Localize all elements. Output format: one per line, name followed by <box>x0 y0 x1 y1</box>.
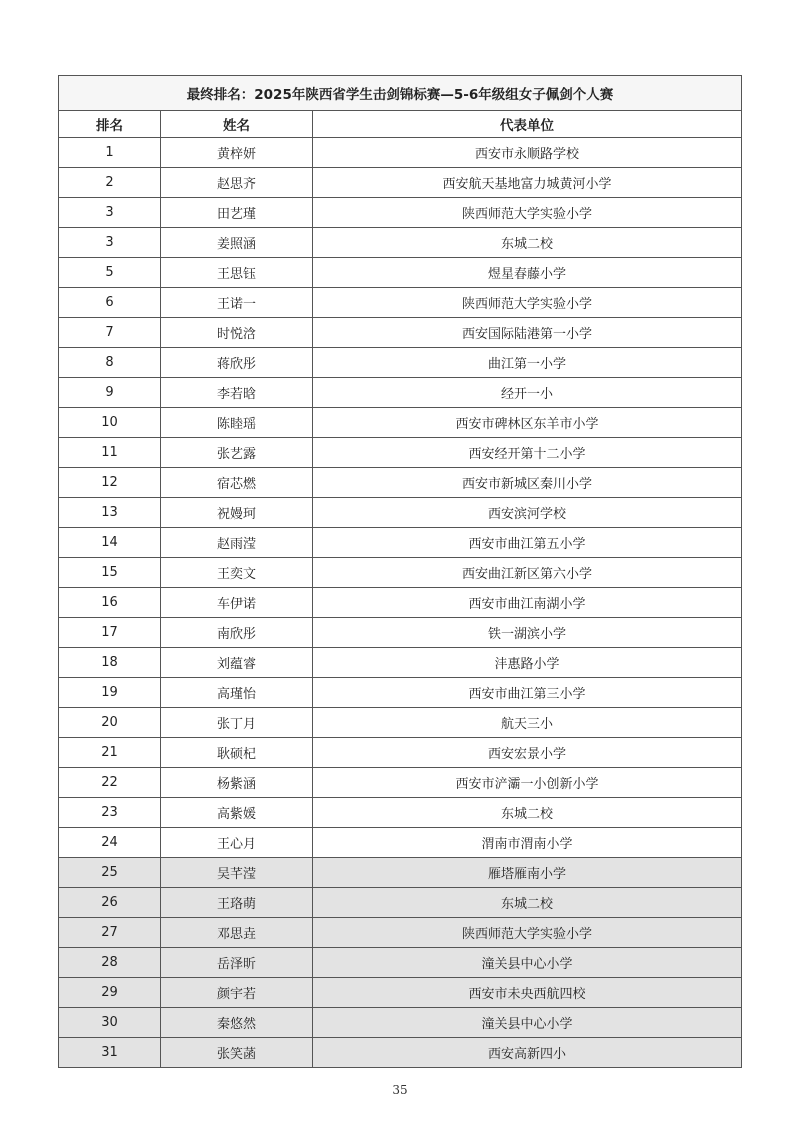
unit-cell: 陕西师范大学实验小学 <box>313 288 742 318</box>
name-cell: 宿芯燃 <box>161 468 313 498</box>
table-row <box>59 468 742 498</box>
rank-cell: 23 <box>59 798 161 828</box>
table-row <box>59 588 742 618</box>
rank-cell: 5 <box>59 258 161 288</box>
table-row <box>59 918 742 948</box>
table-row <box>59 708 742 738</box>
unit-cell: 东城二校 <box>313 228 742 258</box>
rank-cell: 17 <box>59 618 161 648</box>
name-cell: 高紫媛 <box>161 798 313 828</box>
name-cell: 王奕文 <box>161 558 313 588</box>
ranking-table <box>58 75 742 1068</box>
table-row <box>59 528 742 558</box>
rank-cell: 1 <box>59 138 161 168</box>
unit-column-header: 代表单位 <box>313 111 742 138</box>
name-cell: 田艺瑾 <box>161 198 313 228</box>
rank-cell: 20 <box>59 708 161 738</box>
table-row <box>59 318 742 348</box>
unit-cell: 曲江第一小学 <box>313 348 742 378</box>
name-cell: 车伊诺 <box>161 588 313 618</box>
rank-cell: 2 <box>59 168 161 198</box>
name-cell: 陈睦瑶 <box>161 408 313 438</box>
table-row <box>59 378 742 408</box>
name-cell: 姜照涵 <box>161 228 313 258</box>
unit-cell: 西安市浐灞一小创新小学 <box>313 768 742 798</box>
rank-cell: 18 <box>59 648 161 678</box>
table-row <box>59 828 742 858</box>
rank-cell: 27 <box>59 918 161 948</box>
unit-cell: 东城二校 <box>313 798 742 828</box>
unit-cell: 西安滨河学校 <box>313 498 742 528</box>
unit-cell: 航天三小 <box>313 708 742 738</box>
unit-cell: 潼关县中心小学 <box>313 948 742 978</box>
rank-cell: 26 <box>59 888 161 918</box>
name-cell: 岳泽昕 <box>161 948 313 978</box>
unit-cell: 西安市曲江南湖小学 <box>313 588 742 618</box>
unit-cell: 经开一小 <box>313 378 742 408</box>
table-row <box>59 288 742 318</box>
rank-cell: 6 <box>59 288 161 318</box>
rank-cell: 14 <box>59 528 161 558</box>
unit-cell: 煜星春藤小学 <box>313 258 742 288</box>
unit-cell: 西安高新四小 <box>313 1038 742 1068</box>
rank-cell: 30 <box>59 1008 161 1038</box>
name-cell: 高瑾怡 <box>161 678 313 708</box>
rank-cell: 15 <box>59 558 161 588</box>
rank-cell: 22 <box>59 768 161 798</box>
rank-cell: 13 <box>59 498 161 528</box>
rank-cell: 29 <box>59 978 161 1008</box>
header-row <box>59 111 742 138</box>
unit-cell: 渭南市渭南小学 <box>313 828 742 858</box>
table-row <box>59 498 742 528</box>
table-row <box>59 558 742 588</box>
table-body <box>59 138 742 1068</box>
unit-cell: 西安宏景小学 <box>313 738 742 768</box>
rank-cell: 19 <box>59 678 161 708</box>
rank-cell: 11 <box>59 438 161 468</box>
table-row <box>59 738 742 768</box>
name-column-header: 姓名 <box>161 111 313 138</box>
table-row <box>59 258 742 288</box>
name-cell: 王思钰 <box>161 258 313 288</box>
rank-column-header: 排名 <box>59 111 161 138</box>
unit-cell: 东城二校 <box>313 888 742 918</box>
table-row <box>59 228 742 258</box>
name-cell: 祝嫚珂 <box>161 498 313 528</box>
name-cell: 吴芊滢 <box>161 858 313 888</box>
unit-cell: 西安经开第十二小学 <box>313 438 742 468</box>
name-cell: 邓思垚 <box>161 918 313 948</box>
rank-cell: 24 <box>59 828 161 858</box>
name-cell: 赵思齐 <box>161 168 313 198</box>
table-row <box>59 948 742 978</box>
rank-cell: 3 <box>59 198 161 228</box>
unit-cell: 西安国际陆港第一小学 <box>313 318 742 348</box>
table-row <box>59 438 742 468</box>
rank-cell: 10 <box>59 408 161 438</box>
table-row <box>59 888 742 918</box>
table-row <box>59 1038 742 1068</box>
name-cell: 南欣彤 <box>161 618 313 648</box>
name-cell: 秦悠然 <box>161 1008 313 1038</box>
unit-cell: 铁一湖滨小学 <box>313 618 742 648</box>
unit-cell: 西安市永顺路学校 <box>313 138 742 168</box>
table-row <box>59 1008 742 1038</box>
table-row <box>59 168 742 198</box>
table-row <box>59 678 742 708</box>
rank-cell: 21 <box>59 738 161 768</box>
name-cell: 耿硕杞 <box>161 738 313 768</box>
name-cell: 王心月 <box>161 828 313 858</box>
unit-cell: 潼关县中心小学 <box>313 1008 742 1038</box>
table-row <box>59 768 742 798</box>
unit-cell: 西安市碑林区东羊市小学 <box>313 408 742 438</box>
unit-cell: 西安曲江新区第六小学 <box>313 558 742 588</box>
page-number: 35 <box>392 1083 408 1097</box>
name-cell: 时悦浛 <box>161 318 313 348</box>
table-row <box>59 978 742 1008</box>
table-row <box>59 138 742 168</box>
table-row <box>59 858 742 888</box>
unit-cell: 西安航天基地富力城黄河小学 <box>313 168 742 198</box>
rank-cell: 9 <box>59 378 161 408</box>
rank-cell: 3 <box>59 228 161 258</box>
name-cell: 王诺一 <box>161 288 313 318</box>
title-row <box>59 76 742 111</box>
unit-cell: 西安市曲江第五小学 <box>313 528 742 558</box>
rank-cell: 8 <box>59 348 161 378</box>
name-cell: 张丁月 <box>161 708 313 738</box>
table-row <box>59 798 742 828</box>
table-title: 最终排名：2025年陕西省学生击剑锦标赛—5-6年级组女子佩剑个人赛 <box>59 76 742 111</box>
unit-cell: 西安市曲江第三小学 <box>313 678 742 708</box>
unit-cell: 陕西师范大学实验小学 <box>313 198 742 228</box>
table-row <box>59 348 742 378</box>
name-cell: 张笑菡 <box>161 1038 313 1068</box>
name-cell: 刘蕴睿 <box>161 648 313 678</box>
rank-cell: 7 <box>59 318 161 348</box>
rank-cell: 16 <box>59 588 161 618</box>
rank-cell: 12 <box>59 468 161 498</box>
table-row <box>59 648 742 678</box>
unit-cell: 西安市新城区秦川小学 <box>313 468 742 498</box>
unit-cell: 陕西师范大学实验小学 <box>313 918 742 948</box>
rank-cell: 25 <box>59 858 161 888</box>
rank-cell: 28 <box>59 948 161 978</box>
name-cell: 李若晗 <box>161 378 313 408</box>
unit-cell: 西安市未央西航四校 <box>313 978 742 1008</box>
name-cell: 赵雨滢 <box>161 528 313 558</box>
table-row <box>59 408 742 438</box>
table-row <box>59 618 742 648</box>
unit-cell: 沣惠路小学 <box>313 648 742 678</box>
rank-cell: 31 <box>59 1038 161 1068</box>
name-cell: 蒋欣彤 <box>161 348 313 378</box>
table-row <box>59 198 742 228</box>
name-cell: 杨紫涵 <box>161 768 313 798</box>
name-cell: 张艺露 <box>161 438 313 468</box>
name-cell: 黄梓妍 <box>161 138 313 168</box>
name-cell: 王珞萌 <box>161 888 313 918</box>
unit-cell: 雁塔雁南小学 <box>313 858 742 888</box>
name-cell: 颜宇若 <box>161 978 313 1008</box>
